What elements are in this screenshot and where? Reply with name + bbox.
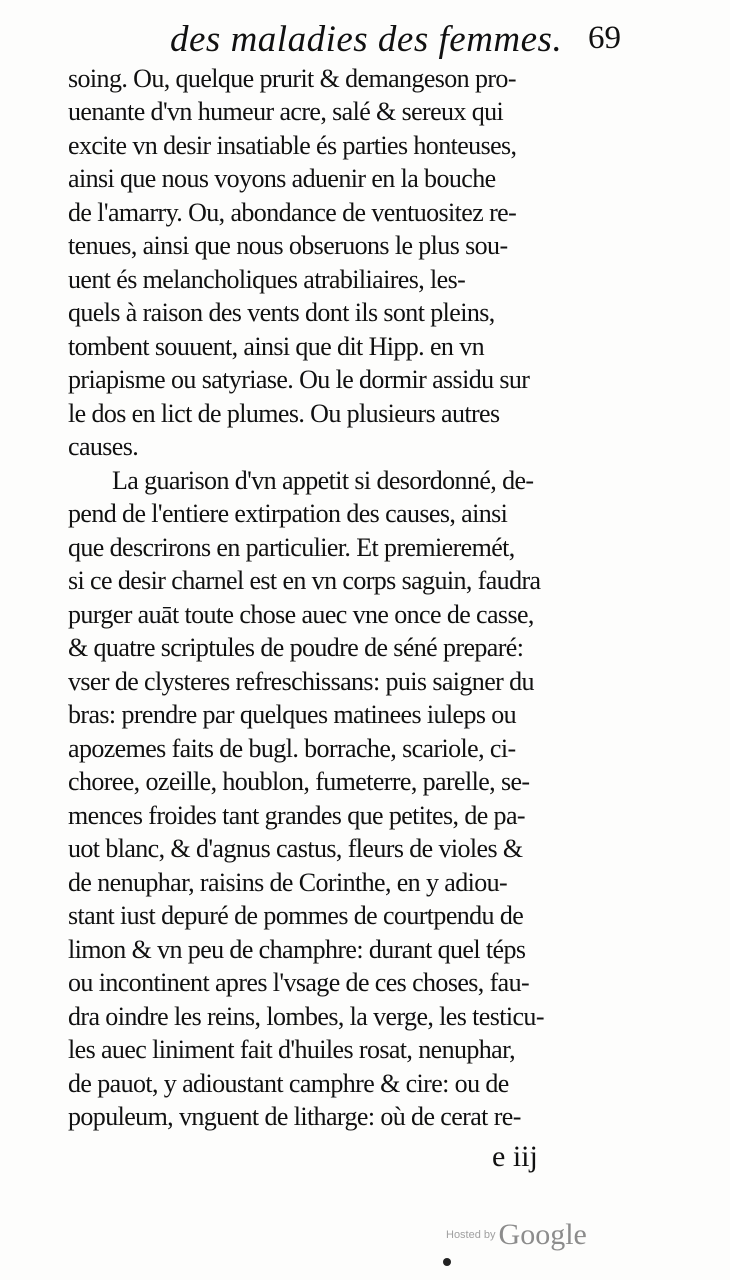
text-line: choree, ozeille, houblon, fumeterre, parelle, se-: [68, 767, 530, 796]
text-line: que descrirons en particulier. Et premieremét,: [68, 533, 515, 562]
text-line: si ce desir charnel est en vn corps saguin, faudra: [68, 566, 541, 595]
text-line: stant iust depuré de pommes de courtpendu de: [68, 901, 524, 930]
text-line: excite vn desir insatiable és parties honteuses,: [68, 131, 517, 160]
text-line: limon & vn peu de champhre: durant quel téps: [68, 935, 526, 964]
text-line: mences froides tant grandes que petites, de pa-: [68, 801, 525, 830]
text-line: de pauot, y adioustant camphre & cire: ou de: [68, 1069, 509, 1098]
text-line: tenues, ainsi que nous obseruons le plus sou-: [68, 231, 508, 260]
text-line: purger auāt toute chose auec vne once de casse,: [68, 600, 534, 629]
text-line: ou incontinent apres l'vsage de ces choses, fau-: [68, 968, 530, 997]
watermark: [446, 1218, 587, 1252]
watermark-brand-logo: Google: [498, 1218, 587, 1251]
text-line: populeum, vnguent de litharge: où de cerat re-: [68, 1102, 521, 1131]
text-line: de nenuphar, raisins de Corinthe, en y adiou-: [68, 868, 508, 897]
text-line: pend de l'entiere extirpation des causes, ainsi: [68, 499, 508, 528]
text-line: dra oindre les reins, lombes, la verge, les testicu-: [68, 1002, 544, 1031]
text-line: quels à raison des vents dont ils sont pleins,: [68, 298, 495, 327]
text-line: uenante d'vn humeur acre, salé & sereux qui: [68, 97, 504, 126]
text-line: soing. Ou, quelque prurit & demangeson pro-: [68, 64, 516, 93]
text-line: apozemes faits de bugl. borrache, scariole, ci-: [68, 734, 516, 763]
text-line: les auec liniment fait d'huiles rosat, nenuphar,: [68, 1035, 516, 1064]
text-line: le dos en lict de plumes. Ou plusieurs autres: [68, 399, 500, 428]
text-line: de l'amarry. Ou, abondance de ventuositez re-: [68, 198, 517, 227]
text-line: causes.: [68, 432, 139, 461]
running-head: des maladies des femmes.: [170, 19, 563, 60]
text-line: vser de clysteres refreschissans: puis saigner du: [68, 667, 534, 696]
ink-dot: [443, 1258, 451, 1266]
text-line: uot blanc, & d'agnus castus, fleurs de violes &: [68, 834, 523, 863]
watermark-prefix: Hosted by: [446, 1229, 496, 1241]
page-number: 69: [588, 20, 621, 56]
text-line: bras: prendre par quelques matinees iuleps ou: [68, 700, 517, 729]
text-line: uent és melancholiques atrabiliaires, les-: [68, 265, 466, 294]
text-line: ainsi que nous voyons aduenir en la bouche: [68, 164, 496, 193]
text-line: tombent souuent, ainsi que dit Hipp. en vn: [68, 332, 485, 361]
signature-mark: e iij: [492, 1140, 538, 1173]
text-line: & quatre scriptules de poudre de séné preparé:: [68, 633, 524, 662]
text-line: priapisme ou satyriase. Ou le dormir assidu sur: [68, 365, 530, 394]
paragraph-first-line: La guarison d'vn appetit si desordonné, de-: [112, 466, 534, 495]
